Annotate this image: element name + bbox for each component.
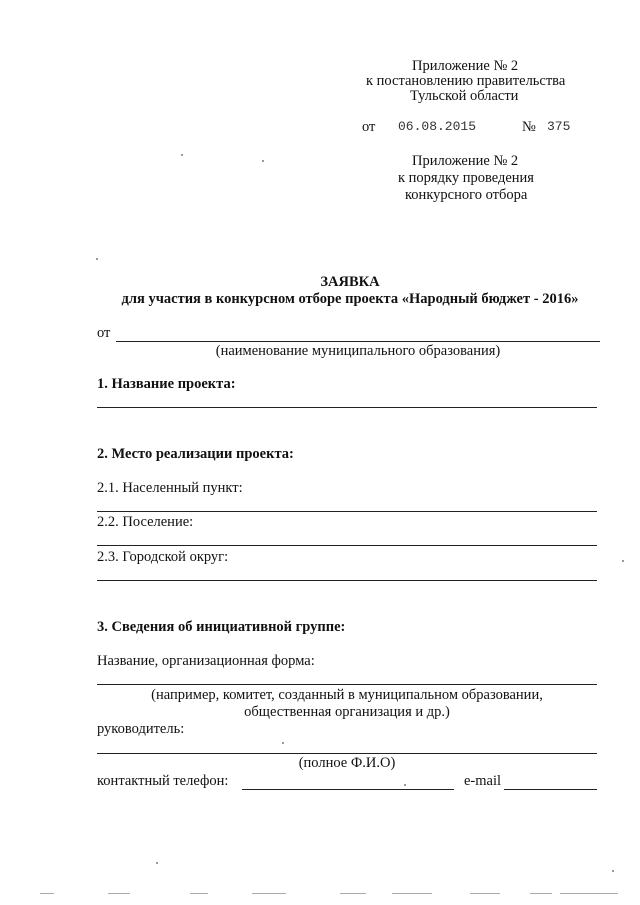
appendix2-line-1: Приложение № 2 <box>412 153 519 169</box>
resolution-date: 06.08.2015 <box>398 119 477 134</box>
scan-edge-mark <box>392 893 432 894</box>
appendix-line-1: Приложение № 2 <box>412 58 519 74</box>
scan-edge-mark <box>560 893 618 894</box>
scan-speck <box>612 870 614 872</box>
municipality-field-line[interactable] <box>116 341 600 342</box>
section1-heading: 1. Название проекта: <box>97 376 236 392</box>
section2-heading: 2. Место реализации проекта: <box>97 446 294 462</box>
phone-field-line[interactable] <box>242 789 454 790</box>
from-label: от <box>97 325 111 341</box>
phone-label: контактный телефон: <box>97 773 229 789</box>
leader-label: руководитель: <box>97 721 185 737</box>
resolution-number: 375 <box>547 119 571 134</box>
organization-hint-2: общественная организация и др.) <box>244 704 450 720</box>
settlement-field-line[interactable] <box>97 545 597 546</box>
scan-speck <box>156 862 158 864</box>
settlement-label: 2.2. Поселение: <box>97 514 194 530</box>
appendix-line-3: Тульской области <box>410 88 519 104</box>
document-title: ЗАЯВКА <box>320 274 380 290</box>
scan-speck <box>404 784 406 786</box>
locality-field-line[interactable] <box>97 511 597 512</box>
email-label: e-mail <box>464 773 502 789</box>
organization-field-line[interactable] <box>97 684 597 685</box>
leader-field-line[interactable] <box>97 753 597 754</box>
scan-speck <box>622 560 624 562</box>
resolution-number-label: № <box>522 119 536 135</box>
section3-heading: 3. Сведения об инициативной группе: <box>97 619 346 635</box>
scan-speck <box>262 160 264 162</box>
email-field-line[interactable] <box>504 789 597 790</box>
appendix2-line-2: к порядку проведения <box>398 170 534 186</box>
scan-edge-mark <box>252 893 286 894</box>
scan-speck <box>96 258 98 260</box>
municipality-hint: (наименование муниципального образования) <box>215 343 501 359</box>
project-name-field-line[interactable] <box>97 407 597 408</box>
scan-edge-mark <box>470 893 500 894</box>
scan-speck <box>181 154 183 156</box>
scan-edge-mark <box>340 893 366 894</box>
scan-edge-mark <box>190 893 208 894</box>
city-district-field-line[interactable] <box>97 580 597 581</box>
city-district-label: 2.3. Городской округ: <box>97 549 229 565</box>
appendix-line-2: к постановлению правительства <box>366 73 566 89</box>
resolution-from-label: от <box>362 119 376 135</box>
scan-speck <box>282 742 284 744</box>
scan-edge-mark <box>108 893 130 894</box>
locality-label: 2.1. Населенный пункт: <box>97 480 243 496</box>
organization-label: Название, организационная форма: <box>97 653 315 669</box>
leader-hint: (полное Ф.И.О) <box>298 755 396 771</box>
scan-edge-mark <box>40 893 54 894</box>
appendix2-line-3: конкурсного отбора <box>405 187 528 203</box>
document-subtitle: для участия в конкурсном отборе проекта «Народный бюджет - 2016» <box>121 291 579 307</box>
organization-hint-1: (например, комитет, созданный в муниципальном образовании, <box>151 687 543 703</box>
scan-edge-mark <box>530 893 552 894</box>
